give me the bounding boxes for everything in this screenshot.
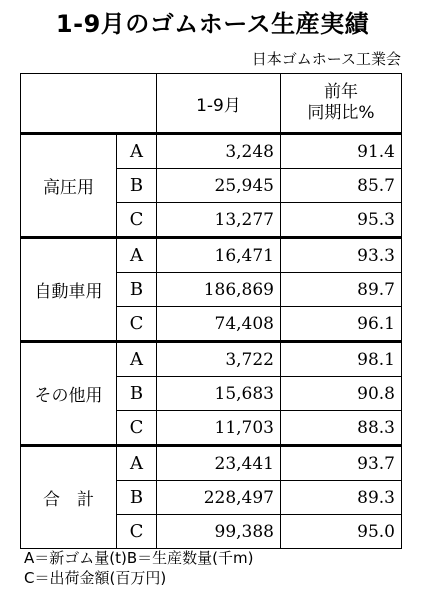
page-title: 1-9月のゴムホース生産実績 [55,10,370,38]
row-yoy: 89.7 [281,273,402,307]
row-yoy: 96.1 [281,307,402,342]
row-code: A [117,134,157,169]
source-label: 日本ゴムホース工業会 [251,50,401,68]
row-code: A [117,238,157,273]
table-row [21,342,402,377]
row-yoy: 89.3 [281,481,402,515]
header-blank-cell [21,74,157,134]
row-code: A [117,446,157,481]
production-table [20,73,402,549]
group-label: 自動車用 [21,238,117,342]
row-value: 3,248 [157,134,281,169]
row-value: 11,703 [157,411,281,446]
row-value: 16,471 [157,238,281,273]
header-yoy-line1: 前年 [324,82,358,102]
row-yoy: 90.8 [281,377,402,411]
table-row [21,446,402,481]
group-label: 高圧用 [21,134,117,238]
row-yoy: 95.0 [281,515,402,549]
header-yoy [281,74,402,134]
row-code: C [117,203,157,238]
header-period: 1-9月 [157,74,281,134]
row-yoy: 93.7 [281,446,402,481]
footnote-legend-ab: A＝新ゴム量(t)B＝生産数量(千m) [24,549,254,567]
group-label: 合 計 [21,446,117,549]
row-value: 74,408 [157,307,281,342]
row-value: 25,945 [157,169,281,203]
header-row [21,74,402,134]
row-yoy: 85.7 [281,169,402,203]
row-yoy: 98.1 [281,342,402,377]
row-code: B [117,169,157,203]
row-value: 13,277 [157,203,281,238]
row-yoy: 91.4 [281,134,402,169]
row-value: 3,722 [157,342,281,377]
row-code: C [117,515,157,549]
group-label: その他用 [21,342,117,446]
row-code: C [117,411,157,446]
row-value: 186,869 [157,273,281,307]
row-value: 23,441 [157,446,281,481]
row-value: 99,388 [157,515,281,549]
row-code: C [117,307,157,342]
row-code: A [117,342,157,377]
row-value: 228,497 [157,481,281,515]
row-yoy: 88.3 [281,411,402,446]
table-row [21,238,402,273]
row-code: B [117,273,157,307]
row-yoy: 93.3 [281,238,402,273]
row-yoy: 95.3 [281,203,402,238]
header-yoy-line2: 同期比% [307,103,375,123]
row-code: B [117,481,157,515]
row-value: 15,683 [157,377,281,411]
footnote-legend-c: C＝出荷金額(百万円) [24,569,167,587]
row-code: B [117,377,157,411]
table-row [21,134,402,169]
